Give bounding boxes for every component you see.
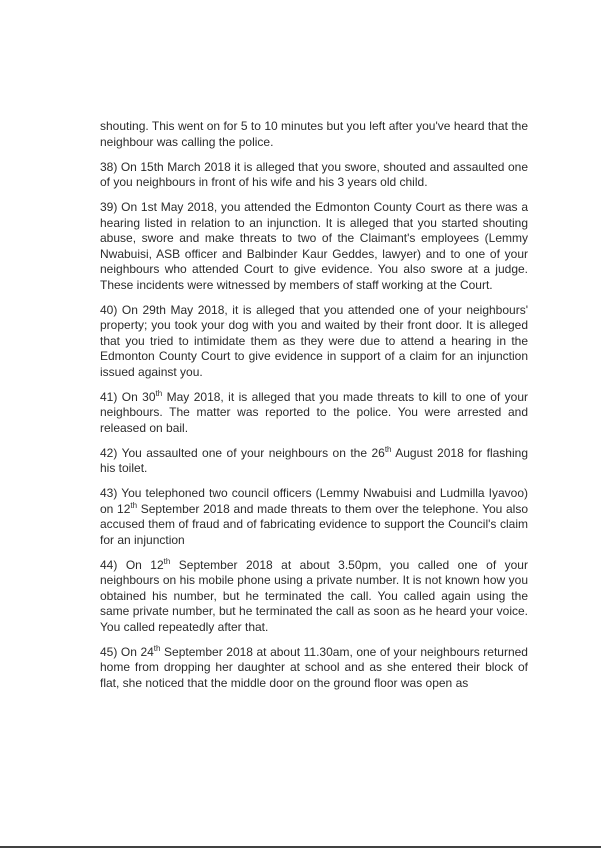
page-bottom-edge xyxy=(0,846,601,848)
paragraph: 44) On 12th September 2018 at about 3.50pm, you called one of your neighbours on his mobile phone using a private number. It is not known how you obtained his number, but he terminated the call. You called again using the same private number, but he terminated the call as soon as he heard your voice. You called repeatedly after that. xyxy=(100,556,528,634)
paragraph: 39) On 1st May 2018, you attended the Edmonton County Court as there was a hearing listed in relation to an injunction. It is alleged that you started shouting abuse, swore and make threats to two of the Claimant's employees (Lemmy Nwabuisi, ASB officer and Balbinder Kaur Geddes, lawyer) and to one of your neighbours who attended Court to give evidence. You also swore at a judge. These incidents were witnessed by members of staff working at the Court. xyxy=(100,200,528,292)
paragraph: 43) You telephoned two council officers (Lemmy Nwabuisi and Ludmilla Iyavoo) on 12th September 2018 and made threats to them over the telephone. You also accused them of fraud and of fabricating evidence to support the Council's claim for an injunction xyxy=(100,486,529,547)
paragraph: 42) You assaulted one of your neighbours on the 26th August 2018 for flashing his toilet. xyxy=(100,444,528,475)
ordinal-superscript: th xyxy=(153,643,161,653)
ordinal-superscript: th xyxy=(155,388,163,398)
paragraph: 41) On 30th May 2018, it is alleged that you made threats to kill to one of your neighbours. The matter was reported to the police. You were arrested and released on bail. xyxy=(100,388,529,435)
paragraph: 38) On 15th March 2018 it is alleged that you swore, shouted and assaulted one of you neighbours in front of his wife and his 3 years old child. xyxy=(100,159,528,189)
ordinal-superscript: th xyxy=(163,556,171,566)
paragraph: 40) On 29th May 2018, it is alleged that you attended one of your neighbours' property; you took your dog with you and waited by their front door. It is alleged that you tried to intimidate them as they were due to attend a hearing in the Edmonton County Court to give evidence in support of a claim for an injunction issued against you. xyxy=(100,302,528,379)
paragraph: 45) On 24th September 2018 at about 11.30am, one of your neighbours returned home from dropping her daughter at school and as she entered their block of flat, she noticed that the middle door on the ground floor was open as xyxy=(100,643,528,690)
ordinal-superscript: th xyxy=(384,444,392,454)
paragraph: shouting. This went on for 5 to 10 minutes but you left after you've heard that the neighbour was calling the police. xyxy=(100,119,528,149)
page-text xyxy=(100,119,528,691)
ordinal-superscript: th xyxy=(130,500,138,510)
